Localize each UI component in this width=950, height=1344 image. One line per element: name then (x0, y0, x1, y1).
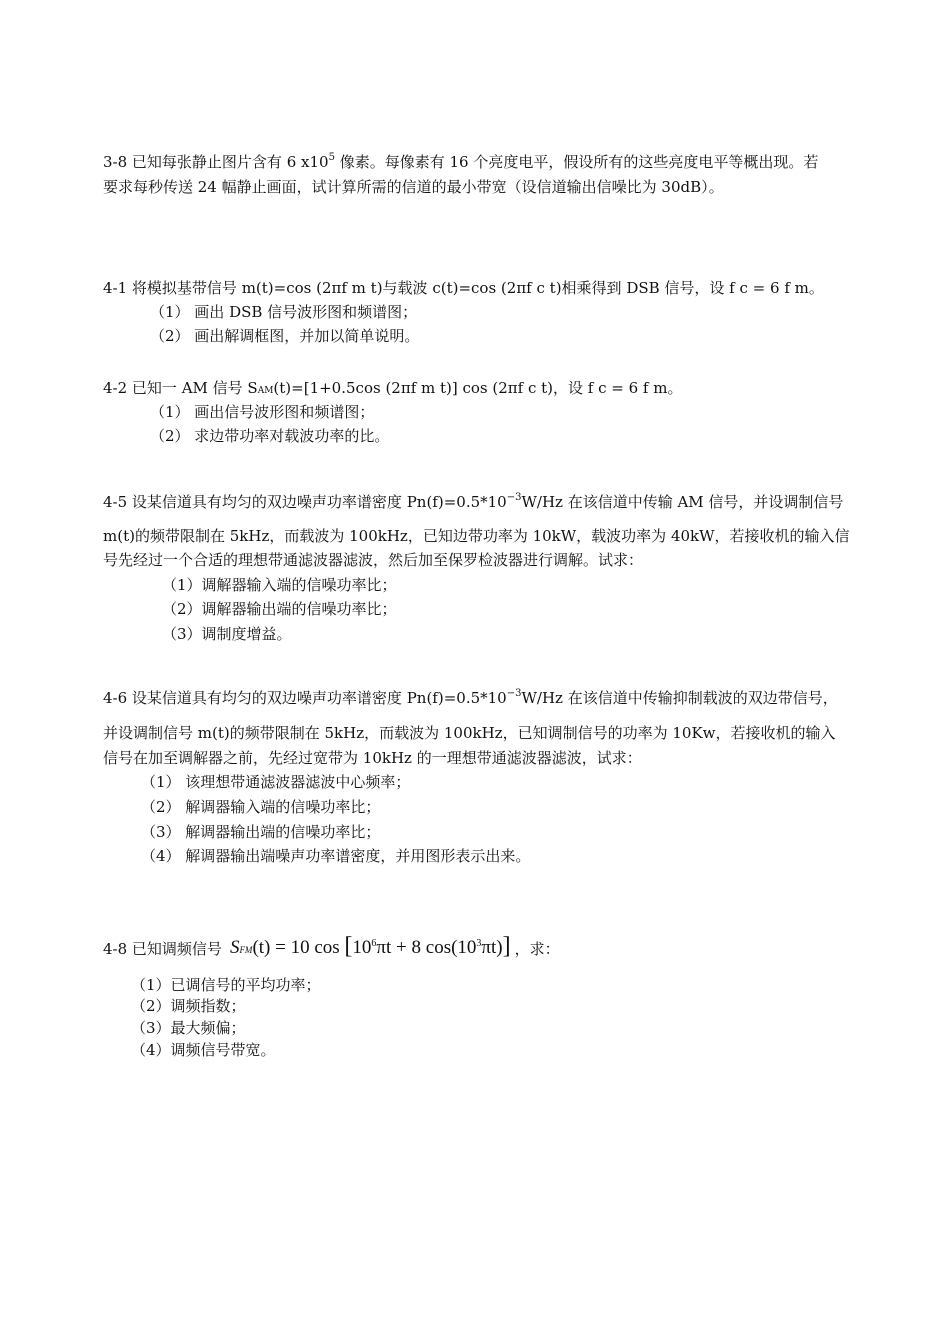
problem-4-2-item: （1） 画出信号波形图和频谱图； (150, 403, 375, 421)
problem-4-8-item: （2）调频指数； (131, 997, 246, 1015)
problem-4-5-line-3: 号先经过一个合适的理想带通滤波器滤波，然后加至保罗检波器进行调解。试求： (103, 551, 644, 569)
problem-4-6-line-1: 4-6 设某信道具有均匀的双边噪声功率谱密度 $Pn(f)=0.5*10^{-3}W/Hz$ 在该信道中传输抑制载波的双边带信号， (103, 688, 838, 707)
problem-4-1-item: （2） 画出解调框图，并加以简单说明。 (150, 327, 420, 345)
problem-4-1-title: 4-1 将模拟基带信号 m(t)=cos (2πf m t)与载波 c(t)=cos (2πf c t)相乘得到 DSB 信号，设 f c = 6 f m。 (103, 279, 824, 297)
problem-4-1-item: （1） 画出 DSB 信号波形图和频谱图； (150, 303, 418, 321)
problem-4-5-item: （1）调解器输入端的信噪功率比； (162, 576, 397, 594)
problem-4-5-item: （3）调制度增益。 (162, 625, 292, 643)
problem-4-6-item: （2） 解调器输入端的信噪功率比； (141, 798, 381, 816)
problem-4-6-item: （3） 解调器输出端的信噪功率比； (141, 823, 381, 841)
problem-4-6-line-3: 信号在加至调解器之前，先经过宽带为 10kHz 的一理想带通滤波器滤波，试求： (103, 749, 642, 767)
problem-4-8-item: （1）已调信号的平均功率； (131, 976, 321, 994)
problem-4-5-line-2: m(t)的频带限制在 5kHz，而载波为 100kHz，已知边带功率为 10kW，载波功率为 40kW，若接收机的输入信 (103, 527, 850, 545)
problem-4-5-line-1: 4-5 设某信道具有均匀的双边噪声功率谱密度 $Pn(f)=0.5*10^{-3}W/Hz$ 在该信道中传输 AM 信号，并设调制信号 (103, 492, 844, 511)
problem-4-8-title: 4-8 已知调频信号 SFM(t) = 10 $\cos [10^6\pi t + 8$ $\cos(10^3\pi t)$] ，求： (103, 932, 560, 965)
problem-4-8-item: （4）调频信号带宽。 (131, 1041, 276, 1059)
problem-4-5-item: （2）调解器输出端的信噪功率比； (162, 600, 397, 618)
problem-4-6-item: （1） 该理想带通滤波器滤波中心频率； (141, 773, 411, 791)
problem-3-8-line-2: 要求每秒传送 24 幅静止画面，试计算所需的信道的最小带宽（设信道输出信噪比为 30dB）。 (103, 178, 724, 196)
fm-signal-formula: SFM(t) = 10 $\cos [10^6\pi t + 8$ $\cos(10^3\pi t)$] (229, 933, 511, 959)
problem-4-6-item: （4） 解调器输出端噪声功率谱密度，并用图形表示出来。 (141, 847, 531, 865)
problem-4-2-title: 4-2 已知一 AM 信号 SAM(t)=[1+0.5cos (2πf m t)] cos (2πf c t)，设 f c = 6 f m。 (103, 379, 683, 397)
problem-4-8-item: （3）最大频偏； (131, 1019, 246, 1037)
problem-3-8-line-1: 3-8 已知每张静止图片含有 6 $x10^5$ 像素。每像素有 16 个亮度电平，假设所有的这些亮度电平等概出现。若 (103, 152, 819, 171)
problem-4-6-line-2: 并设调制信号 m(t)的频带限制在 5kHz，而载波为 100kHz，已知调制信号的功率为 10Kw，若接收机的输入 (103, 724, 836, 742)
problem-4-2-item: （2） 求边带功率对载波功率的比。 (150, 427, 390, 445)
